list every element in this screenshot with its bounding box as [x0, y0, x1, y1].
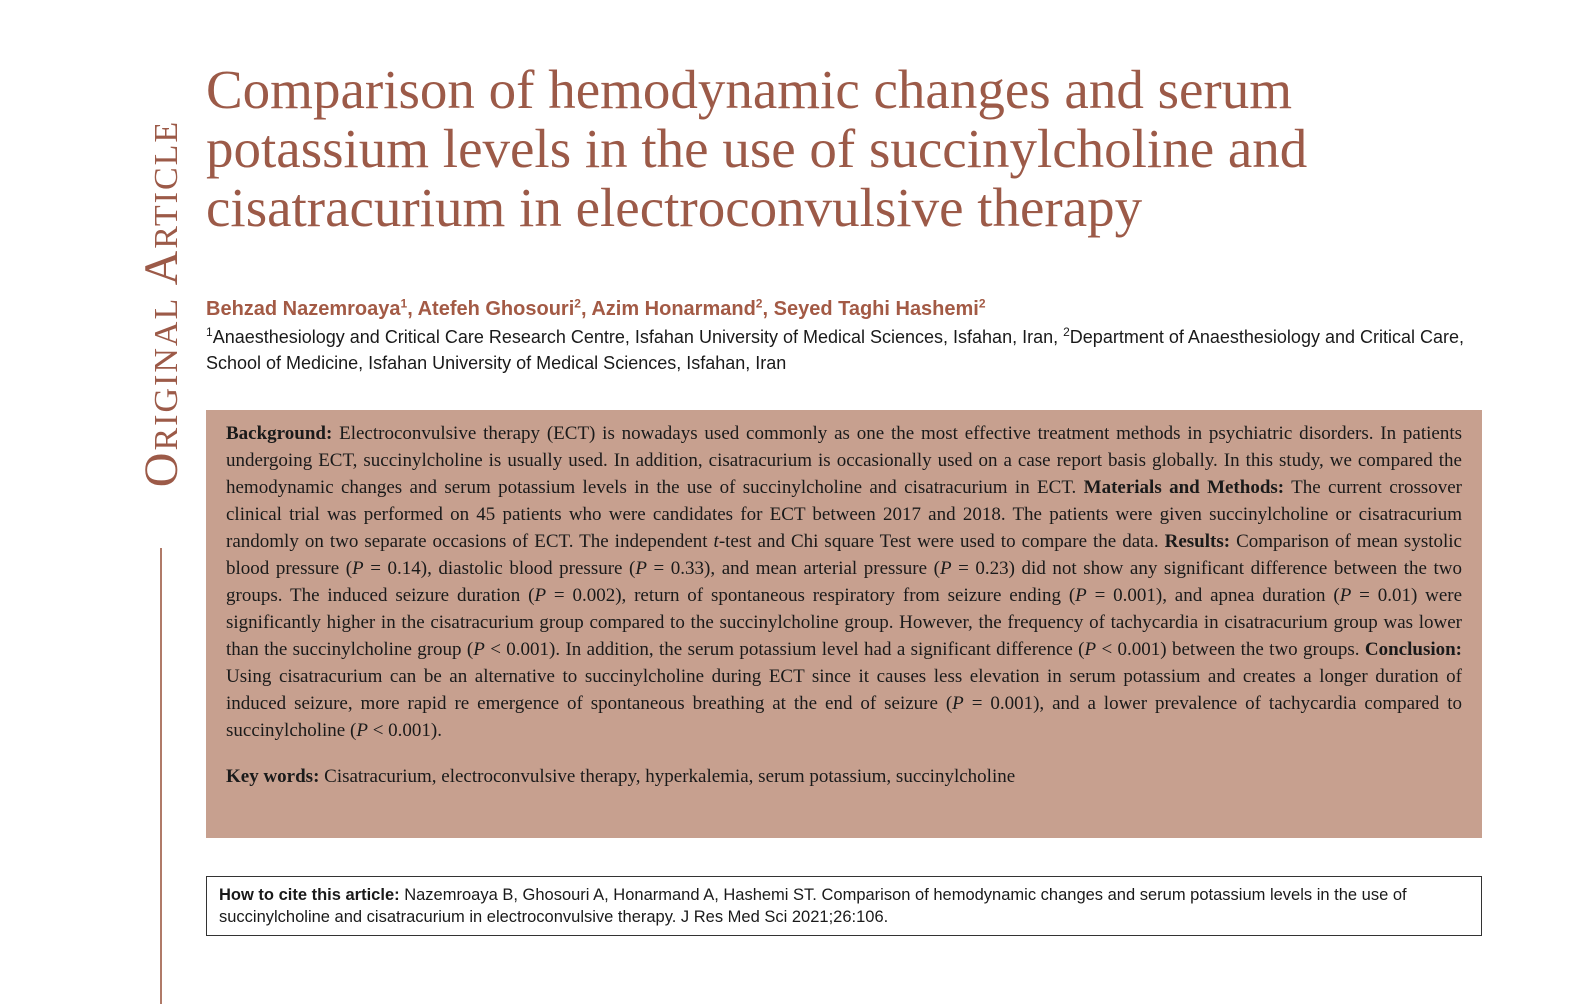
article-type-text: Original Article: [135, 119, 189, 487]
citation-text: Nazemroaya B, Ghosouri A, Honarmand A, Hashemi ST. Comparison of hemodynamic changes and serum potassium levels in the use of succinylcholine and cisatracurium in electroconvulsive therapy. J Res Med Sci 2021;26:106.: [219, 886, 1407, 926]
t-test-italic: t: [713, 531, 719, 552]
citation-box: [206, 876, 1482, 936]
author-name: Atefeh Ghosouri: [417, 298, 575, 320]
abstract-body: [226, 420, 1462, 744]
article-type-label: [118, 64, 206, 542]
abstract-box: [206, 410, 1482, 838]
affil-text: Department of Anaesthesiology and Critical Care, School of Medicine, Isfahan University of Medical Sciences, Isfahan, Iran: [206, 327, 1465, 373]
methods-text: -test and Chi square Test were used to compare the data.: [718, 531, 1165, 552]
author-separator: ,: [580, 298, 592, 320]
author-affil-marker: 2: [755, 296, 763, 311]
author-affil-marker: 2: [978, 296, 986, 311]
citation-label: How to cite this article:: [219, 886, 400, 904]
author-separator: ,: [762, 298, 774, 320]
results-label: Results:: [1164, 531, 1231, 552]
results-text: Comparison of mean systolic blood pressure (P = 0.14), diastolic blood pressure (P = 0.33), and mean arterial pressure (P = 0.23) did not show any significant difference between the two groups. The induced seizure duration (P = 0.002), return of spontaneous respiratory from seizure ending (P = 0.001), and apnea duration (P = 0.01) were significantly higher in the cisatracurium group compared to the succinylcholine group. However, the frequency of tachycardia in cisatracurium group was lower than the succinylcholine group (P < 0.001). In addition, the serum potassium level had a significant difference (P < 0.001) between the two groups.: [226, 531, 1463, 660]
affil-marker: 2: [1063, 325, 1070, 339]
author-affil-marker: 2: [574, 296, 581, 311]
author-name: Azim Honarmand: [591, 298, 756, 320]
author-name: Seyed Taghi Hashemi: [773, 298, 979, 320]
side-rule: [160, 548, 162, 1004]
background-label: Background:: [226, 423, 333, 444]
keywords-text: Cisatracurium, electroconvulsive therapy, hyperkalemia, serum potassium, succinylcholine: [319, 766, 1016, 787]
article-title: Comparison of hemodynamic changes and serum potassium levels in the use of succinylcholine and cisatracurium in electroconvulsive therapy: [206, 59, 1308, 238]
author-name: Behzad Nazemroaya: [206, 298, 401, 320]
keywords-label: Key words:: [226, 766, 320, 787]
affil-text: Anaesthesiology and Critical Care Research Centre, Isfahan University of Medical Sciences, Isfahan, Iran,: [212, 327, 1064, 347]
affil-marker: 1: [206, 325, 213, 339]
keywords: [226, 763, 1462, 790]
background-text: Electroconvulsive therapy (ECT) is nowadays used commonly as one the most effective treatment methods in psychiatric disorders. In patients undergoing ECT, succinylcholine is usually used. In addition, cisatracurium is occasionally used on a case report basis globally. In this study, we compared the hemodynamic changes and serum potassium levels in the use of succinylcholine and cisatracurium in ECT.: [226, 423, 1462, 498]
affiliations: [206, 324, 1476, 376]
methods-text: The current crossover clinical trial was performed on 45 patients who were candidates for ECT between 2017 and 2018. The patients were given succinylcholine or cisatracurium randomly on two separate occasions of ECT. The independent: [226, 477, 1462, 552]
author-list: [206, 297, 1506, 321]
methods-label: Materials and Methods:: [1083, 477, 1285, 498]
conclusion-text: Using cisatracurium can be an alternative to succinylcholine during ECT since it causes less elevation in serum potassium and creates a longer duration of induced seizure, more rapid re emergence of spontaneous breathing at the end of seizure (P = 0.001), and a lower prevalence of tachycardia compared to succinylcholine (P < 0.001).: [226, 666, 1462, 741]
author-separator: ,: [407, 298, 418, 320]
author-affil-marker: 1: [400, 296, 408, 311]
conclusion-label: Conclusion:: [1364, 639, 1463, 660]
